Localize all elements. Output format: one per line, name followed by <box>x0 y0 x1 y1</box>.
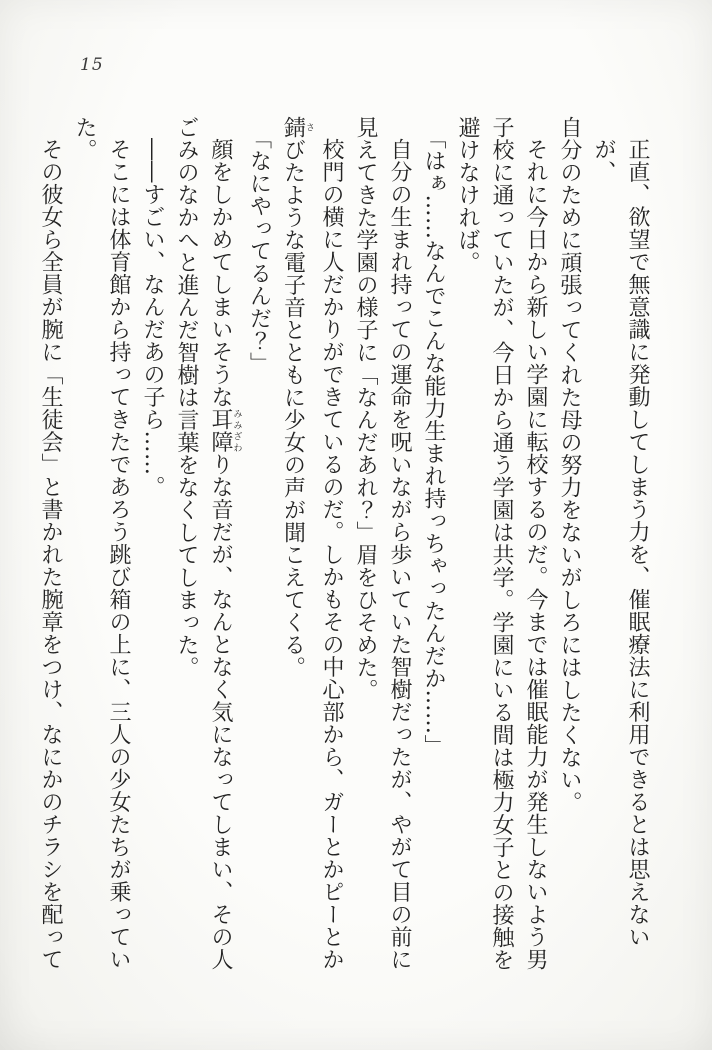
text-column: 子校に通っていたが、今日から通う学園は共学。学園にいる間は極力女子との接触を <box>489 116 514 971</box>
text-column: それに今日から新しい学園に転校するのだ。今までは催眠能力が発生しないよう男 <box>523 138 548 971</box>
text-column: 校門の横に人だかりができているのだ。しかもその中心部から、ガーとかピーとか <box>319 138 344 971</box>
text-column: 顔をしかめてしまいそうな耳障みみざわりな音だが、なんとなく気になってしまい、その人 <box>208 138 242 971</box>
text-column: 見えてきた学園の様子に「なんだあれ？」眉をひそめた。 <box>353 116 378 701</box>
ruby-annotated-word: 耳障みみざわ <box>208 408 242 453</box>
page-number: 15 <box>80 55 104 75</box>
text-column: 錆さびたような電子音とともに少女の声が聞こえてくる。 <box>280 116 314 679</box>
text-column: ごみのなかへと進んだ智樹は言葉をなくしてしまった。 <box>174 116 199 679</box>
text-column: その彼女ら全員が腕に「生徒会」と書かれた腕章をつけ、なにかのチラシを配って <box>38 138 63 971</box>
text-column: 「はぁ……なんでこんな能力生まれ持っちゃったんだか……」 <box>421 127 446 757</box>
text-column: 避けなければ。 <box>455 116 480 274</box>
text-column: 自分の生まれ持っての運命を呪いながら歩いていた智樹だったが、やがて目の前に <box>387 138 412 971</box>
body-text <box>33 116 654 990</box>
text-column: そこには体育館から持ってきたであろう跳び箱の上に、三人の少女たちが乗ってい <box>106 138 131 971</box>
text-column: 自分のために頑張ってくれた母の努力をないがしろにはしたくない。 <box>557 116 582 814</box>
text-column: 正直、欲望で無意識に発動してしまう力を、催眠療法に利用できるとは思えないが、 <box>591 138 650 948</box>
text-column: 「なにやってるんだ？」 <box>246 127 272 375</box>
ruby-annotated-word: 錆さ <box>280 116 314 139</box>
text-column: た。 <box>72 116 97 161</box>
text-column: ――すごい、なんだあの子ら……。 <box>140 138 165 498</box>
